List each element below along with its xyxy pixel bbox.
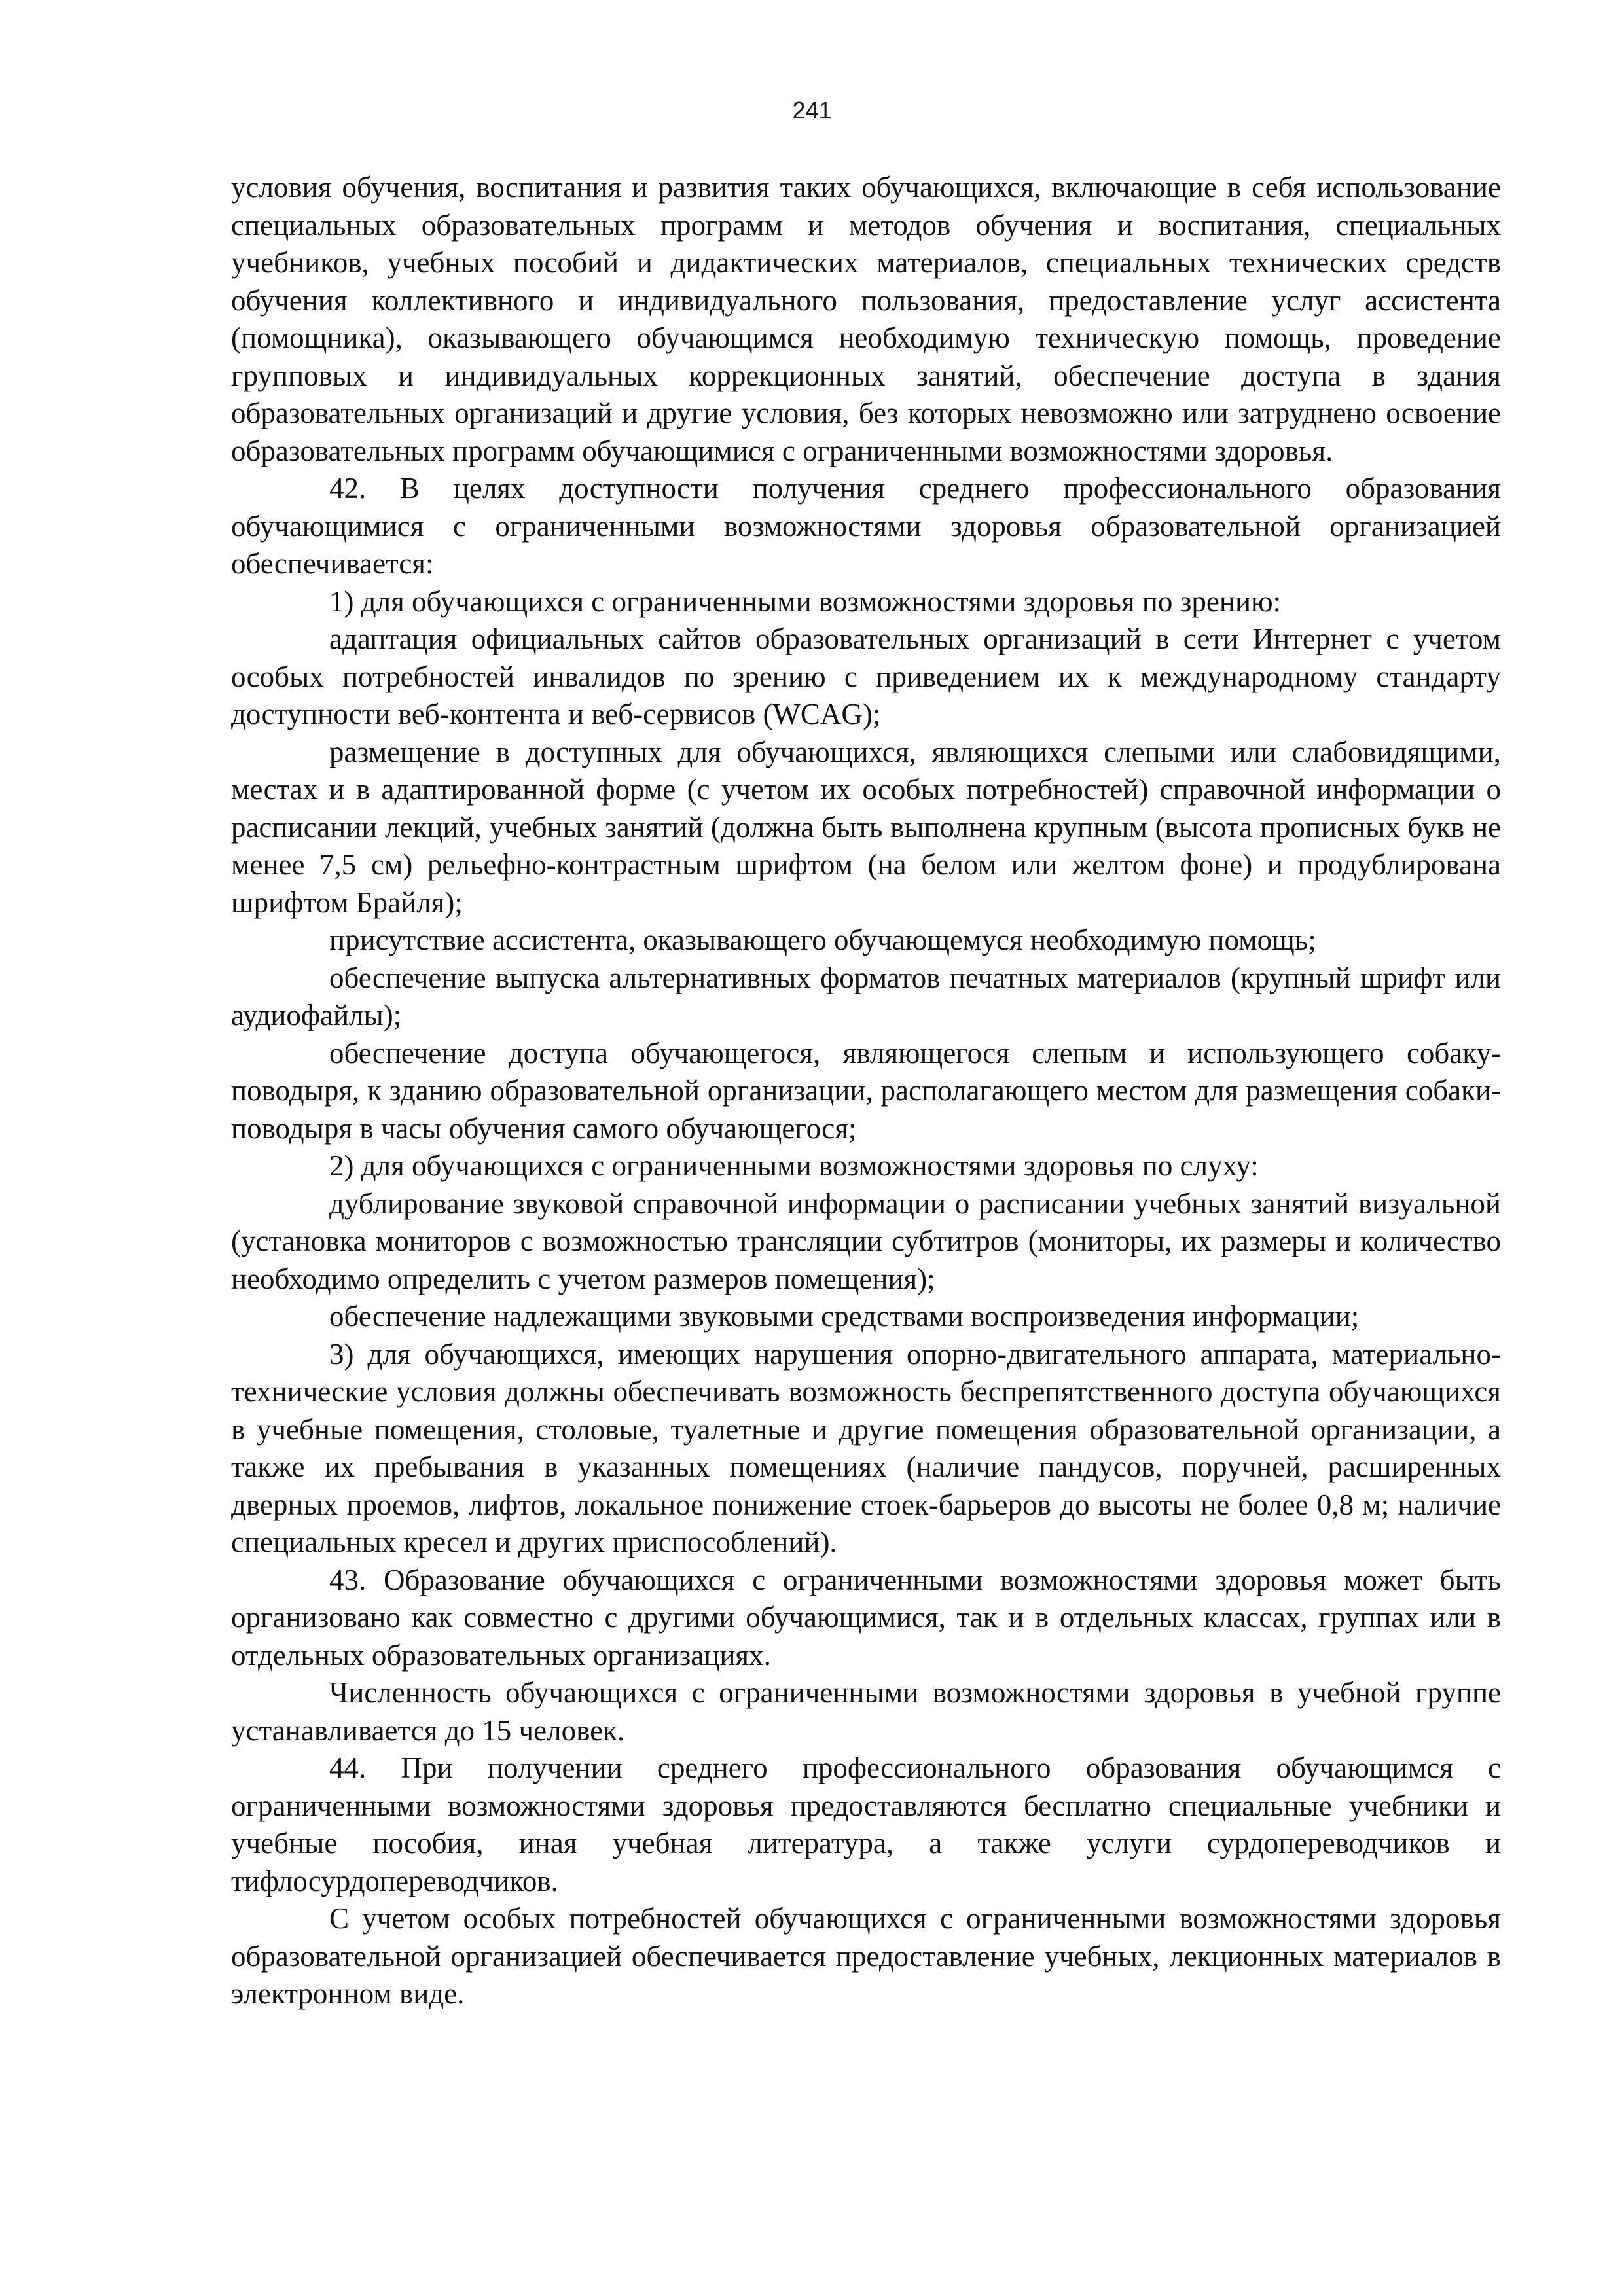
- paragraph-vision-heading: 1) для обучающихся с ограниченными возможностями здоровья по зрению:: [329, 584, 1282, 618]
- paragraph-sound-equipment: обеспечение надлежащими звуковыми средствами воспроизведения информации;: [329, 1300, 1360, 1333]
- paragraph-hearing-heading: 2) для обучающихся с ограниченными возможностями здоровья по слуху:: [329, 1149, 1259, 1182]
- paragraph-group-size: Численность обучающихся с ограниченными возможностями здоровья в учебной группе устанавливается до 15 человек.: [231, 1676, 1501, 1747]
- page-number: 241: [792, 97, 832, 124]
- paragraph-musculoskeletal: 3) для обучающихся, имеющих нарушения опорно-двигательного аппарата, материально-технические условия должны обеспечивать возможность беспрепятственного доступа обучающихся в учебные помещения, столовые, туалетные и другие помещения образовательной организации, а также их пребывания в указанных помещениях (наличие пандусов, поручней, расширенных дверных проемов, лифтов, локальное понижение стоек-барьеров до высоты не более 0,8 м; наличие специальных кресел и других приспособлений).: [231, 1337, 1501, 1558]
- paragraph-43: 43. Образование обучающихся с ограниченными возможностями здоровья может быть организовано как совместно с другими обучающимися, так и в отдельных классах, группах или в отдельных образовательных организациях.: [231, 1563, 1501, 1672]
- paragraph-alternative-formats: обеспечение выпуска альтернативных форматов печатных материалов (крупный шрифт или аудиофайлы);: [231, 961, 1501, 1031]
- paragraph-reference-info-placement: размещение в доступных для обучающихся, являющихся слепыми или слабовидящими, местах и в адаптированной форме (с учетом их особых потребностей) справочной информации о расписании лекций, учебных занятий (должна быть выполнена крупным (высота прописных букв не менее 7,5 см) рельефно-контрастным шрифтом (на белом или желтом фоне) и продублирована шрифтом Брайля);: [231, 735, 1501, 919]
- paragraph-electronic-materials: С учетом особых потребностей обучающихся с ограниченными возможностями здоровья образовательной организацией обеспечивается предоставление учебных, лекционных материалов в электронном виде.: [231, 1902, 1501, 2010]
- paragraph-assistant-presence: присутствие ассистента, оказывающего обучающемуся необходимую помощь;: [329, 924, 1316, 956]
- paragraph-44: 44. При получении среднего профессионального образования обучающимся с ограниченными возможностями здоровья предоставляются бесплатно специальные учебники и учебные пособия, иная учебная литература, а также услуги сурдопереводчиков и тифлосурдопереводчиков.: [231, 1751, 1501, 1897]
- paragraph-guide-dog-access: обеспечение доступа обучающегося, являющегося слепым и использующего собаку-поводыря, к зданию образовательной организации, располагающего местом для размещения собаки-поводыря в часы обучения самого обучающегося;: [231, 1036, 1501, 1145]
- paragraph-conditions: условия обучения, воспитания и развития таких обучающихся, включающие в себя использование специальных образовательных программ и методов обучения и воспитания, специальных учебников, учебных пособий и дидактических материалов, специальных технических средств обучения коллективного и индивидуального пользования, предоставление услуг ассистента (помощника), оказывающего обучающимся необходимую техническую помощь, проведение групповых и индивидуальных коррекционных занятий, обеспечение доступа в здания образовательных организаций и другие условия, без которых невозможно или затруднено освоение образовательных программ обучающимися с ограниченными возможностями здоровья.: [231, 171, 1501, 467]
- paragraph-42: 42. В целях доступности получения среднего профессионального образования обучающимися с ограниченными возможностями здоровья образовательной организацией обеспечивается:: [231, 472, 1501, 580]
- paragraph-audio-duplication: дублирование звуковой справочной информации о расписании учебных занятий визуальной (установка мониторов с возможностью трансляции субтитров (мониторы, их размеры и количество необходимо определить с учетом размеров помещения);: [231, 1187, 1501, 1295]
- document-body: [231, 169, 1501, 2013]
- paragraph-websites-adaptation: адаптация официальных сайтов образовательных организаций в сети Интернет с учетом особых потребностей инвалидов по зрению с приведением их к международному стандарту доступности веб-контента и веб-сервисов (WCAG);: [231, 622, 1501, 730]
